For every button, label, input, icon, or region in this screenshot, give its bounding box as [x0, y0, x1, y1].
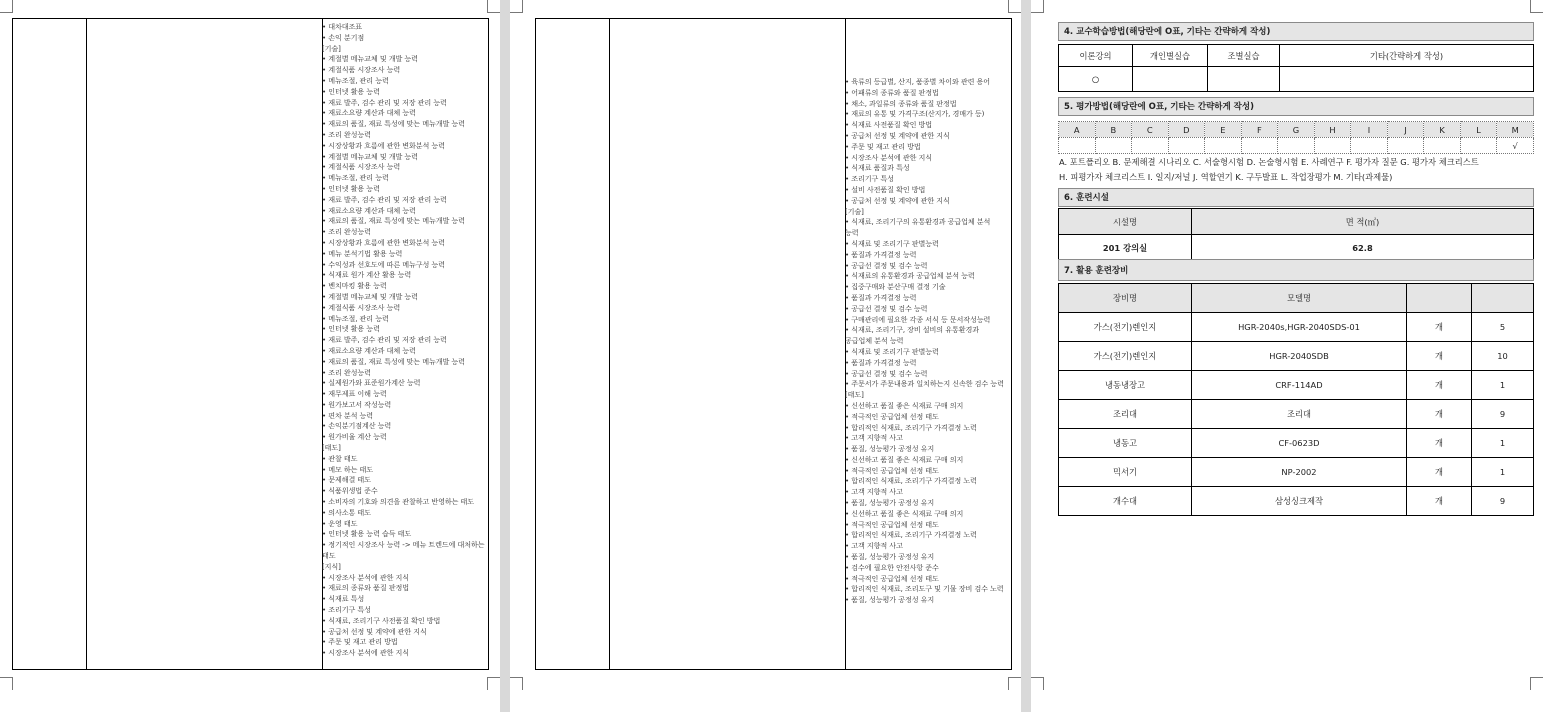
- text-line: • 실제원가와 표준원가계산 능력: [322, 378, 421, 388]
- unit-cell: 개: [1407, 342, 1472, 371]
- header-cell: [1472, 284, 1534, 313]
- table-row: [1059, 429, 1534, 458]
- text-line: • 식재료 및 조리기구 판별능력: [845, 238, 939, 248]
- eval-mark-cell: [1351, 138, 1388, 154]
- text-line: • 설비 사전품질 확인 방법: [845, 184, 926, 194]
- column-divider: [609, 19, 610, 669]
- text-line: • 수익성과 선호도에 따른 메뉴구성 능력: [322, 259, 445, 269]
- equipment-name-cell: 조리대: [1059, 400, 1192, 429]
- eval-mark-cell: [1387, 138, 1424, 154]
- text-line: • 재료 발주, 검수 관리 및 저장 관리 능력: [322, 194, 447, 204]
- text-line: • 문제해결 태도: [322, 475, 371, 485]
- document-page-2: [510, 0, 1021, 712]
- text-line: • 계절별 메뉴교체 및 개발 능력: [322, 291, 418, 301]
- crop-mark: [0, 677, 13, 690]
- text-line: • 계절별 메뉴교체 및 개발 능력: [322, 151, 418, 161]
- method-mark-cell: [1280, 67, 1534, 92]
- text-line: • 품질, 성능평가 공정성 유지: [845, 595, 935, 605]
- text-line: • 편차 분석 능력: [322, 410, 374, 420]
- text-line: [기술]: [845, 206, 864, 216]
- eval-mark-cell: [1314, 138, 1351, 154]
- text-line: • 적극적인 공급업체 선정 태도: [845, 519, 939, 529]
- quantity-cell: 1: [1472, 371, 1534, 400]
- quantity-cell: 5: [1472, 313, 1534, 342]
- text-line: • 정기적인 시장조사 능력 -> 메뉴 트렌드에 대처하는: [322, 540, 485, 550]
- text-line: • 재료의 종류와 품질 판정법: [322, 583, 409, 593]
- text-line: • 인터넷 활용 능력: [322, 324, 380, 334]
- text-line: • 메뉴 분석기법 활용 능력: [322, 248, 403, 258]
- quantity-cell: 10: [1472, 342, 1534, 371]
- text-line: [태도]: [322, 443, 341, 453]
- text-line: • 어패류의 종류와 품질 판정법: [845, 87, 939, 97]
- table-row: [1059, 313, 1534, 342]
- text-line: • 공급처 선정 및 계약에 관한 지식: [845, 195, 950, 205]
- section-title: 6. 훈련시설: [1058, 188, 1534, 207]
- eval-letter-cell: I: [1351, 122, 1388, 138]
- text-line: • 식재료 품질과 특성: [845, 163, 910, 173]
- text-line: • 메뉴조절, 관리 능력: [322, 75, 389, 85]
- header-cell: 기타(간략하게 작성): [1280, 45, 1534, 67]
- text-line: • 계절식품 시장조사 능력: [322, 162, 401, 172]
- text-line: • 품질과 가격결정 능력: [845, 249, 917, 259]
- text-line: • 검수에 필요한 안전사항 준수: [845, 562, 939, 572]
- text-line: • 채소, 과일류의 종류와 품질 판정법: [845, 98, 957, 108]
- text-line: • 적극적인 공급업체 선정 태도: [845, 411, 939, 421]
- crop-mark: [487, 677, 500, 690]
- teaching-method-section: [1058, 22, 1534, 92]
- text-line: • 조리 완성능력: [322, 367, 371, 377]
- text-line: • 신선하고 품질 좋은 식재료 구매 의지: [845, 400, 964, 410]
- text-line: • 인터넷 활용 능력 습득 태도: [322, 529, 412, 539]
- crop-mark: [1530, 677, 1543, 690]
- equipment-name-cell: 냉동고: [1059, 429, 1192, 458]
- equipment-name-cell: 가스(전기)렌인지: [1059, 313, 1192, 342]
- text-line: • 손익분기점계산 능력: [322, 421, 392, 431]
- crop-mark: [1008, 0, 1021, 13]
- text-line: • 식품위생법 준수: [322, 486, 378, 496]
- eval-mark-cell: [1424, 138, 1461, 154]
- text-line: • 재료의 품질, 재료 특성에 맞는 메뉴개발 능력: [322, 356, 465, 366]
- text-line: • 신선하고 품질 좋은 식재료 구매 의지: [845, 508, 964, 518]
- eval-letter-cell: E: [1205, 122, 1242, 138]
- text-line: • 계절식품 시장조사 능력: [322, 302, 401, 312]
- text-line: 태도: [322, 551, 336, 561]
- text-line: • 조리 완성능력: [322, 227, 371, 237]
- eval-mark-cell: [1059, 138, 1096, 154]
- text-line: • 운영 태도: [322, 518, 358, 528]
- unit-cell: 개: [1407, 371, 1472, 400]
- model-name-cell: CF-0623D: [1192, 429, 1407, 458]
- text-line: • 시장조사 분석에 관한 지식: [845, 152, 932, 162]
- text-line: • 재료소요량 계산과 대체 능력: [322, 205, 416, 215]
- eval-letter-cell: J: [1387, 122, 1424, 138]
- text-line: • 공급선 결정 및 검수 능력: [845, 260, 928, 270]
- text-line: • 재료 발주, 검수 관리 및 저장 관리 능력: [322, 335, 447, 345]
- header-cell: 시설명: [1059, 209, 1192, 235]
- unit-cell: 개: [1407, 400, 1472, 429]
- text-line: • 소비자의 기호와 의견을 관찰하고 반영하는 태도: [322, 497, 475, 507]
- text-line: • 신선하고 품질 좋은 식재료 구매 의지: [845, 454, 964, 464]
- text-line: • 재료의 품질, 재료 특성에 맞는 메뉴개발 능력: [322, 216, 465, 226]
- evaluation-legend-line-1: A. 포트폴리오 B. 문제해결 시나리오 C. 서술형시험 D. 논술형시험 E. 사례연구 F. 평가자 질문 G. 평가자 체크리스트: [1059, 157, 1479, 167]
- model-name-cell: HGR-2040SDB: [1192, 342, 1407, 371]
- text-line: • 벤치마킹 활용 능력: [322, 281, 387, 291]
- training-facility-table: [1058, 208, 1534, 262]
- eval-letter-cell: C: [1132, 122, 1169, 138]
- header-cell: 이론강의: [1059, 45, 1133, 67]
- text-line: [기술]: [322, 43, 341, 53]
- text-line: • 재료의 유통 및 가격구조(산지가, 경매가 등): [845, 109, 985, 119]
- text-line: • 품질과 가격결정 능력: [845, 357, 917, 367]
- crop-mark: [1031, 677, 1044, 690]
- text-line: • 식재료, 조리기구 사전품질 확인 방법: [322, 615, 441, 625]
- training-facility-section: [1058, 188, 1534, 262]
- text-line: • 식재료 사전품질 확인 방법: [845, 120, 932, 130]
- text-line: • 메뉴조절, 관리 능력: [322, 313, 389, 323]
- section-title: 5. 평가방법(해당란에 O표, 기타는 간략하게 작성): [1058, 97, 1534, 116]
- competency-text-column: [322, 22, 486, 659]
- eval-mark-cell: [1278, 138, 1315, 154]
- text-line: • 관찰 태도: [322, 453, 358, 463]
- unit-cell: 개: [1407, 429, 1472, 458]
- text-line: • 시장조사 분석에 관한 지식: [322, 572, 409, 582]
- text-line: • 공급선 결정 및 검수 능력: [845, 303, 928, 313]
- text-line: • 계절식품 시장조사 능력: [322, 65, 401, 75]
- eval-mark-cell: [1241, 138, 1278, 154]
- section-title: 7. 활용 훈련장비: [1058, 259, 1534, 281]
- eval-letter-cell: B: [1095, 122, 1132, 138]
- method-mark-cell: ○: [1059, 67, 1133, 92]
- table-row: [1059, 487, 1534, 516]
- table-row: [1059, 342, 1534, 371]
- text-line: • 시장조사 분석에 관한 지식: [322, 648, 409, 658]
- text-line: • 합리적인 식재료, 조리기구 가격결정 노력: [845, 530, 977, 540]
- eval-letter-cell: F: [1241, 122, 1278, 138]
- quantity-cell: 9: [1472, 400, 1534, 429]
- document-page-1: [0, 0, 500, 712]
- text-line: • 적극적인 공급업체 선정 태도: [845, 465, 939, 475]
- text-line: • 고객 지향적 사고: [845, 433, 903, 443]
- text-line: • 주문 및 재고 관리 방법: [845, 141, 921, 151]
- eval-letter-cell: G: [1278, 122, 1315, 138]
- eval-letter-cell: K: [1424, 122, 1461, 138]
- text-line: • 고객 지향적 사고: [845, 541, 903, 551]
- crop-mark: [510, 677, 523, 690]
- crop-mark: [1530, 0, 1543, 13]
- document-page-3: [1031, 0, 1543, 712]
- text-line: • 품질, 성능평가 공정성 유지: [845, 444, 935, 454]
- model-name-cell: HGR-2040s,HGR-2040SDS-01: [1192, 313, 1407, 342]
- text-line: • 식재료, 조리기구, 장비 설비의 유통환경과: [845, 325, 979, 335]
- column-divider: [86, 19, 87, 669]
- crop-mark: [0, 0, 13, 13]
- text-line: • 합리적인 식재료, 조리도구 및 기물 장비 검수 노력: [845, 584, 1004, 594]
- text-line: • 메뉴조절, 관리 능력: [322, 173, 389, 183]
- text-line: • 집중구매와 분산구매 결정 기술: [845, 282, 946, 292]
- eval-letter-cell: A: [1059, 122, 1096, 138]
- crop-mark: [1008, 677, 1021, 690]
- text-line: • 시장상황과 흐름에 관한 변화분석 능력: [322, 140, 445, 150]
- header-cell: 면 적(㎡): [1192, 209, 1534, 235]
- text-line: [지식]: [322, 561, 341, 571]
- text-line: • 적극적인 공급업체 선정 태도: [845, 573, 939, 583]
- text-line: • 재료소요량 계산과 대체 능력: [322, 108, 416, 118]
- header-cell: 모델명: [1192, 284, 1407, 313]
- text-line: • 재료의 품질, 재료 특성에 맞는 메뉴개발 능력: [322, 119, 465, 129]
- text-line: • 인터넷 활용 능력: [322, 183, 380, 193]
- table-row: [1059, 371, 1534, 400]
- text-line: • 시장상황과 흐름에 관한 변화분석 능력: [322, 237, 445, 247]
- crop-mark: [1031, 0, 1044, 13]
- text-line: • 품질, 성능평가 공정성 유지: [845, 552, 935, 562]
- eval-mark-cell: [1132, 138, 1169, 154]
- eval-mark-cell: [1168, 138, 1205, 154]
- text-line: • 합리적인 식재료, 조리기구 가격결정 노력: [845, 476, 977, 486]
- crop-mark: [487, 0, 500, 13]
- header-cell: 조별실습: [1208, 45, 1280, 67]
- unit-cell: 개: [1407, 458, 1472, 487]
- text-line: • 손익 분기점: [322, 32, 365, 42]
- training-equipment-section: [1058, 259, 1534, 516]
- teaching-method-table: [1058, 44, 1534, 92]
- text-line: • 합리적인 식재료, 조리기구 가격결정 노력: [845, 422, 977, 432]
- text-line: • 식재료, 조리기구의 유통환경과 공급업체 분석: [845, 217, 991, 227]
- text-line: • 원가비율 계산 능력: [322, 432, 387, 442]
- text-line: • 재료소요량 계산과 대체 능력: [322, 345, 416, 355]
- eval-mark-cell: [1095, 138, 1132, 154]
- text-line: • 육류의 등급별, 산지, 품종별 차이와 관련 용어: [845, 77, 991, 86]
- text-line: • 의사소통 태도: [322, 507, 371, 517]
- text-line: • 조리 완성능력: [322, 129, 371, 139]
- text-line: • 메모 하는 태도: [322, 464, 374, 474]
- text-line: [태도]: [845, 390, 864, 400]
- unit-cell: 개: [1407, 313, 1472, 342]
- eval-letter-cell: D: [1168, 122, 1205, 138]
- eval-mark-cell: √: [1497, 138, 1534, 154]
- method-mark-cell: [1133, 67, 1208, 92]
- text-line: 능력: [845, 228, 859, 238]
- equipment-name-cell: 가스(전기)렌인지: [1059, 342, 1192, 371]
- text-line: • 원가보고서 작성능력: [322, 399, 392, 409]
- evaluation-legend-line-2: H. 피평가자 체크리스트 I. 일지/저널 J. 역할연기 K. 구두발표 L. 작업장평가 M. 기타(과제물): [1059, 171, 1393, 182]
- evaluation-method-section: [1058, 97, 1534, 183]
- eval-letter-cell: L: [1460, 122, 1497, 138]
- text-line: • 식재료 특성: [322, 594, 365, 604]
- text-line: • 조리기구 특성: [322, 605, 371, 615]
- text-line: • 조리기구 특성: [845, 174, 894, 184]
- text-line: • 식재료 및 조리기구 판별능력: [845, 346, 939, 356]
- text-line: • 식재료 원가 계산 활용 능력: [322, 270, 412, 280]
- equipment-name-cell: 믹서기: [1059, 458, 1192, 487]
- section-title: 4. 교수학습방법(해당란에 O표, 기타는 간략하게 작성): [1058, 22, 1534, 41]
- quantity-cell: 9: [1472, 487, 1534, 516]
- eval-letter-cell: M: [1497, 122, 1534, 138]
- eval-mark-cell: [1205, 138, 1242, 154]
- header-cell: 개인별실습: [1133, 45, 1208, 67]
- evaluation-method-table: [1058, 121, 1534, 154]
- text-line: • 고객 지향적 사고: [845, 487, 903, 497]
- model-name-cell: 삼성싱크제작: [1192, 487, 1407, 516]
- eval-mark-cell: [1460, 138, 1497, 154]
- table-row: [1059, 458, 1534, 487]
- quantity-cell: 1: [1472, 458, 1534, 487]
- text-line: • 계절별 메뉴교체 및 개발 능력: [322, 54, 418, 64]
- text-line: • 구매관리에 필요한 각종 서식 등 문서작성능력: [845, 314, 991, 324]
- text-line: • 주문서가 주문내용과 일치하는지 신속한 검수 능력: [845, 379, 1004, 389]
- equipment-name-cell: 냉동냉장고: [1059, 371, 1192, 400]
- text-line: • 식재료의 유통환경과 공급업체 분석 능력: [845, 271, 975, 281]
- text-line: • 재료 발주, 검수 관리 및 저장 관리 능력: [322, 97, 447, 107]
- crop-mark: [510, 0, 523, 13]
- header-cell: [1407, 284, 1472, 313]
- text-line: • 공급선 결정 및 검수 능력: [845, 368, 928, 378]
- text-line: 공급업체 분석 능력: [845, 336, 904, 346]
- model-name-cell: 조리대: [1192, 400, 1407, 429]
- equipment-name-cell: 개수대: [1059, 487, 1192, 516]
- facility-name-cell: 201 강의실: [1059, 235, 1192, 262]
- header-cell: 장비명: [1059, 284, 1192, 313]
- text-line: • 품질과 가격결정 능력: [845, 292, 917, 302]
- table-row: [1059, 400, 1534, 429]
- method-mark-cell: [1208, 67, 1280, 92]
- text-line: • 품질, 성능평가 공정성 유지: [845, 498, 935, 508]
- text-line: • 주문 및 재고 관리 방법: [322, 637, 398, 647]
- model-name-cell: NP-2002: [1192, 458, 1407, 487]
- text-line: • 공급처 선정 및 계약에 관한 지식: [322, 626, 427, 636]
- model-name-cell: CRF-114AD: [1192, 371, 1407, 400]
- competency-text-column: [845, 77, 1009, 606]
- text-line: • 대차대조표: [322, 22, 363, 31]
- facility-area-cell: 62.8: [1192, 235, 1534, 262]
- training-equipment-table: [1058, 283, 1534, 516]
- text-line: • 인터넷 활용 능력: [322, 86, 380, 96]
- text-line: • 재무제표 이해 능력: [322, 389, 387, 399]
- text-line: • 공급처 선정 및 계약에 관한 지식: [845, 130, 950, 140]
- unit-cell: 개: [1407, 487, 1472, 516]
- quantity-cell: 1: [1472, 429, 1534, 458]
- eval-letter-cell: H: [1314, 122, 1351, 138]
